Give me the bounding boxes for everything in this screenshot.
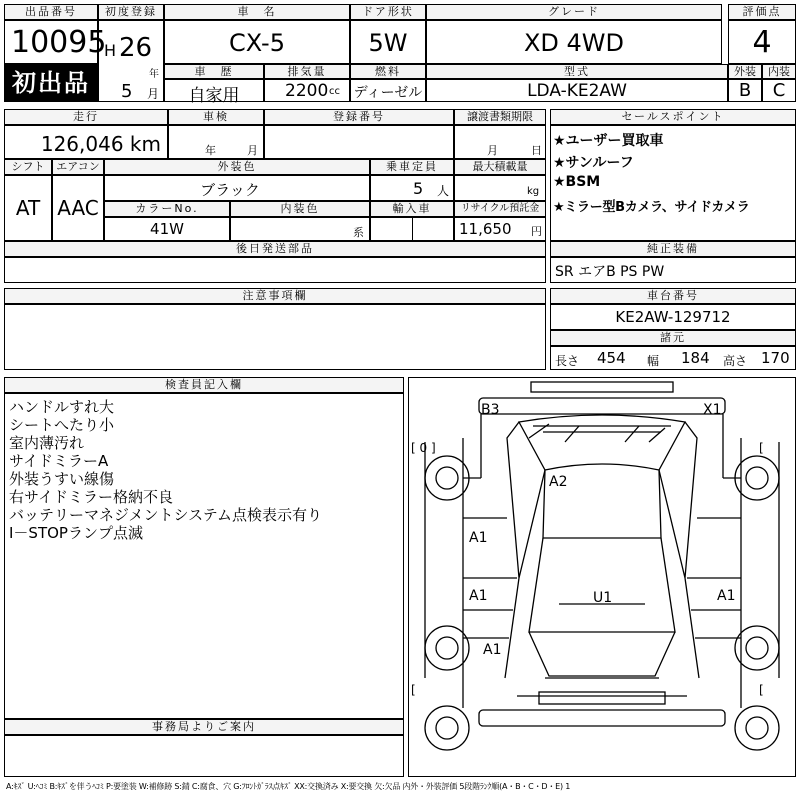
max-load-cell — [454, 175, 546, 201]
width-label: 幅 — [647, 354, 660, 368]
inspector-note: バッテリーマネジメントシステム点検表示有り — [9, 506, 323, 524]
damage-mark: A1 — [717, 588, 736, 604]
history-header: 車 歴 — [164, 64, 264, 79]
inspector-note: 外装うすい線傷 — [9, 470, 115, 488]
capacity-cell — [370, 175, 454, 201]
aircon: AAC — [57, 196, 99, 220]
damage-mark: A1 — [469, 530, 488, 546]
bracket-label: [ 0 ] — [411, 441, 436, 455]
color-number: 41W — [150, 220, 184, 238]
first-listing-badge: 初出品 — [4, 64, 98, 102]
damage-mark: B3 — [481, 402, 500, 418]
damage-mark: A2 — [549, 474, 568, 490]
registration-number-header: 登録番号 — [264, 109, 454, 125]
recycle-fee-cell — [454, 217, 546, 241]
year-unit: 年 — [149, 69, 159, 80]
inspector-notes-box — [4, 393, 404, 719]
notes-header: 注意事項欄 — [4, 288, 546, 304]
dimensions-cell — [550, 346, 796, 370]
car-name: CX-5 — [229, 29, 285, 57]
fuel-header: 燃料 — [350, 64, 426, 79]
bracket-label: [ — [411, 683, 416, 697]
score: 4 — [752, 25, 772, 60]
sales-points-box — [550, 125, 796, 241]
inspector-note: 右サイドミラー格納不良 — [9, 488, 173, 506]
sales-point-item: ★BSM — [553, 174, 601, 190]
color-number-cell — [104, 217, 230, 241]
dimensions-header: 諸元 — [550, 330, 796, 346]
sales-point-item: ★サンルーフ — [553, 155, 634, 171]
car-name-header: 車 名 — [164, 4, 350, 20]
chassis-number-header: 車台番号 — [550, 288, 796, 304]
door-cell — [350, 20, 426, 64]
door-type: 5W — [368, 29, 408, 57]
inspection-header: 車検 — [168, 109, 264, 125]
model-code: LDA-KE2AW — [527, 81, 627, 101]
inspector-notes-header: 検査員記入欄 — [4, 377, 404, 393]
displacement-cell — [264, 79, 350, 102]
month-unit: 月 — [147, 87, 160, 101]
reg-year: 26 — [119, 33, 153, 63]
lot-number: 10095 — [11, 25, 107, 60]
transfer-day-unit: 日 — [531, 144, 542, 157]
height-value: 170 — [761, 349, 790, 367]
interior-color-cell — [230, 217, 370, 241]
import-divider — [412, 217, 413, 241]
damage-diagram-frame — [408, 377, 796, 777]
transfer-deadline-header: 譲渡書類期限 — [454, 109, 546, 125]
chassis-number-cell — [550, 304, 796, 330]
grade-cell — [426, 20, 722, 64]
car-damage-diagram — [409, 378, 795, 776]
recycle-fee: 11,650 — [459, 220, 512, 238]
later-parts-cell — [4, 257, 546, 283]
grade: XD 4WD — [523, 29, 625, 57]
inspector-note: ハンドルすれ大 — [9, 398, 115, 416]
interior-color-header: 内装色 — [230, 201, 370, 217]
later-parts-header: 後日発送部品 — [4, 241, 546, 257]
aircon-cell — [52, 175, 104, 241]
car-name-cell — [164, 20, 350, 64]
interior-grade-cell — [762, 79, 796, 102]
legend-footer: A:ｷｽﾞ U:ﾍｺﾐ B:ｷｽﾞを伴うﾍｺﾐ P:要塗装 W:補修跡 S:錆 C:腐食、穴 G:ﾌﾛﾝﾄｶﾞﾗｽ点ｷｽﾞ XX:交換済み X:要交換 欠:欠品 内外・外装評価 5段階ﾗﾝｸ順(A・B・C・D・E) 1 — [6, 782, 571, 791]
mileage: 126,046 km — [40, 132, 161, 156]
shift-cell — [4, 175, 52, 241]
transfer-month-unit: 月 — [487, 144, 498, 157]
recycle-fee-unit: 円 — [531, 225, 542, 238]
capacity: 5 — [413, 179, 424, 198]
inspector-note: 室内薄汚れ — [9, 434, 85, 452]
damage-mark: U1 — [593, 590, 613, 606]
history: 自家用 — [188, 86, 240, 106]
door-header: ドア形状 — [350, 4, 426, 20]
inspector-note: シートへたり小 — [9, 416, 115, 434]
shift-header: シフト — [4, 159, 52, 175]
damage-mark: A1 — [483, 642, 502, 658]
interior-grade-header: 内装 — [762, 64, 796, 79]
transfer-deadline-cell — [454, 125, 546, 159]
genuine-equipment-cell — [550, 257, 796, 283]
bracket-label: [ — [759, 683, 764, 697]
capacity-header: 乗車定員 — [370, 159, 454, 175]
capacity-unit: 人 — [437, 184, 450, 198]
chassis-number: KE2AW-129712 — [615, 308, 731, 326]
damage-mark: X1 — [703, 402, 722, 418]
damage-mark: A1 — [469, 588, 488, 604]
first-registration-cell — [98, 20, 164, 102]
fuel-cell — [350, 79, 426, 102]
inspection-month-unit: 月 — [247, 144, 258, 157]
shift: AT — [15, 196, 41, 220]
score-header: 評価点 — [728, 4, 796, 20]
office-notice-box — [4, 735, 404, 777]
exterior-color-header: 外装色 — [104, 159, 370, 175]
displacement: 2200 — [285, 81, 329, 101]
recycle-fee-header: リサイクル預託金 — [454, 201, 546, 217]
exterior-grade: B — [738, 80, 752, 101]
inspection-year-unit: 年 — [205, 144, 216, 157]
interior-grade: C — [772, 80, 786, 101]
exterior-color-cell — [104, 175, 370, 201]
history-cell — [164, 79, 264, 106]
max-load-unit: kg — [527, 186, 540, 197]
reg-month: 5 — [121, 81, 133, 102]
model-code-cell — [426, 79, 728, 102]
lot-number-cell — [4, 20, 107, 64]
exterior-grade-header: 外装 — [728, 64, 762, 79]
notes-box — [4, 304, 546, 370]
genuine-equipment: SR エアB PS PW — [555, 264, 665, 280]
sales-point-item: ★ユーザー買取車 — [553, 133, 664, 149]
lot-number-header: 出品番号 — [4, 4, 98, 20]
displacement-unit: cc — [329, 86, 340, 97]
mileage-header: 走行 — [4, 109, 168, 125]
genuine-equipment-header: 純正装備 — [550, 241, 796, 257]
height-label: 高さ — [723, 354, 748, 368]
first-registration-header: 初度登録 — [98, 4, 164, 20]
fuel: ディーゼル — [353, 85, 423, 101]
sales-points-header: セールスポイント — [550, 109, 796, 125]
inspection-cell — [168, 125, 264, 159]
import-header: 輸入車 — [370, 201, 454, 217]
mileage-cell — [4, 125, 168, 159]
color-number-header: カラーNo. — [104, 201, 230, 217]
model-code-header: 型式 — [426, 64, 728, 79]
bracket-label: [ — [759, 441, 764, 455]
registration-number-cell — [264, 125, 454, 159]
exterior-color: ブラック — [200, 181, 260, 199]
era: H — [104, 41, 117, 60]
width-value: 184 — [681, 349, 710, 367]
grade-header: グレード — [426, 4, 722, 20]
length-value: 454 — [597, 349, 626, 367]
inspector-note: サイドミラーA — [9, 452, 109, 470]
interior-color-unit: 系 — [353, 226, 364, 239]
displacement-header: 排気量 — [264, 64, 350, 79]
length-label: 長さ — [555, 354, 580, 368]
score-cell — [728, 20, 796, 64]
aircon-header: エアコン — [52, 159, 104, 175]
inspector-note: I－STOPランプ点滅 — [9, 524, 143, 542]
office-notice-header: 事務局よりご案内 — [4, 719, 404, 735]
sales-point-item: ★ミラー型Bカメラ、サイドカメラ — [553, 200, 750, 215]
exterior-grade-cell — [728, 79, 762, 102]
max-load-header: 最大積載量 — [454, 159, 546, 175]
